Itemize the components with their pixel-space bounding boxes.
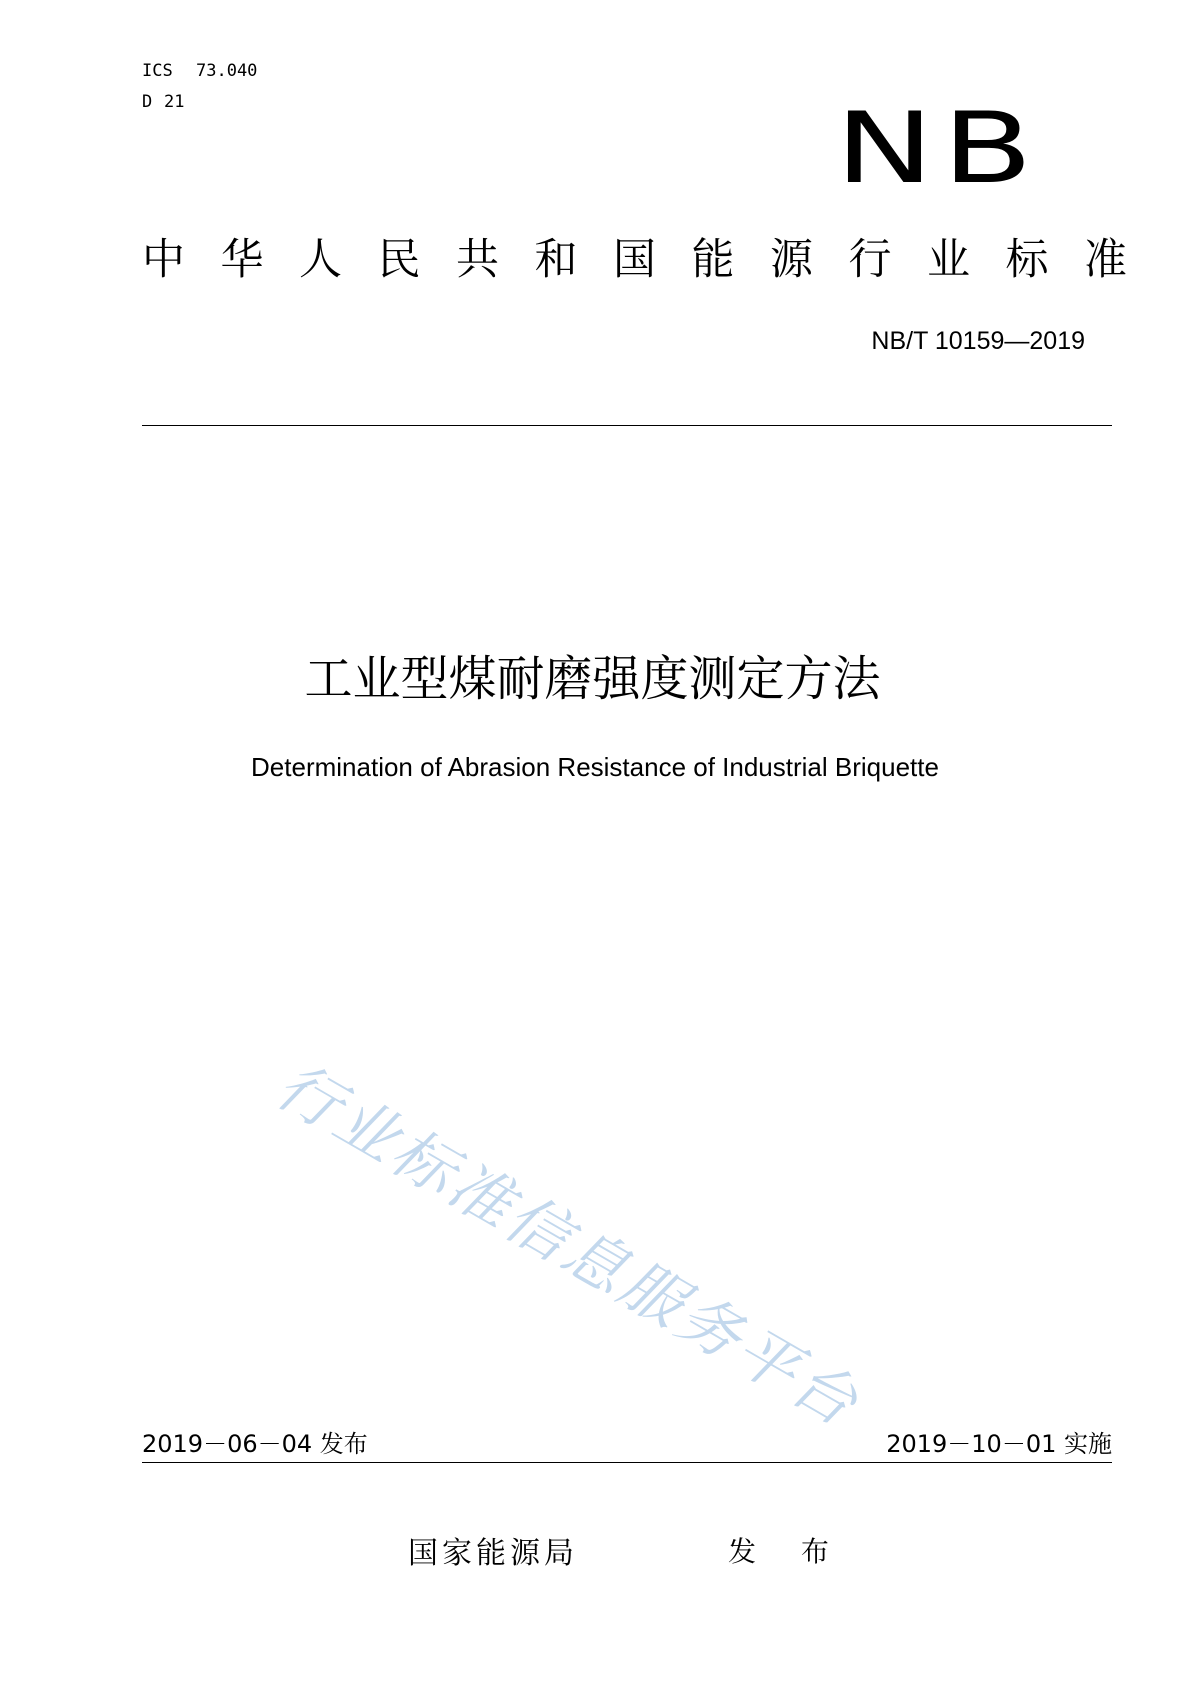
ics-row: [142, 56, 257, 87]
classification-codes: [142, 56, 257, 118]
ccs-label: D: [142, 92, 153, 112]
standard-type-char: 国: [613, 235, 656, 285]
standard-type-char: 标: [1005, 235, 1049, 285]
ccs-row: [142, 87, 257, 118]
standard-type-char: 人: [299, 235, 342, 285]
bottom-divider: [142, 1462, 1112, 1463]
standard-type-char: 源: [770, 235, 813, 285]
standard-type-char: 和: [534, 235, 578, 285]
ics-code: 73.040: [196, 61, 258, 81]
standard-type-char: 行: [848, 235, 892, 285]
top-divider: [142, 425, 1112, 426]
ics-label: ICS: [142, 61, 173, 81]
ccs-code: 21: [164, 92, 185, 112]
standard-type-char: 能: [691, 235, 735, 285]
standard-type-char: 共: [456, 235, 499, 285]
standard-type-char: 华: [220, 235, 264, 285]
nb-logo: NB: [835, 92, 1041, 206]
standard-type-char: 中: [142, 235, 185, 285]
issue-verb: 发 布: [728, 1535, 847, 1568]
standard-type-char: 民: [377, 235, 421, 285]
title-chinese: [0, 648, 1190, 710]
standard-type-heading: [142, 232, 1127, 288]
standard-type-char: 业: [927, 235, 970, 285]
implementation-date: 2019－10－01 实施: [886, 1430, 1112, 1458]
title-english: Determination of Abrasion Resistance of Industrial Briquette: [251, 752, 939, 782]
issue-date: 2019－06－04 发布: [142, 1430, 368, 1458]
standard-type-char: 准: [1084, 235, 1127, 285]
issuing-authority: 国家能源局: [408, 1536, 578, 1571]
watermark: 行业标准信息服务平台: [264, 1048, 873, 1442]
standard-number: NB/T 10159—2019: [871, 327, 1085, 355]
title-chinese-text: 工业型煤耐磨强度测定方法: [304, 651, 881, 707]
